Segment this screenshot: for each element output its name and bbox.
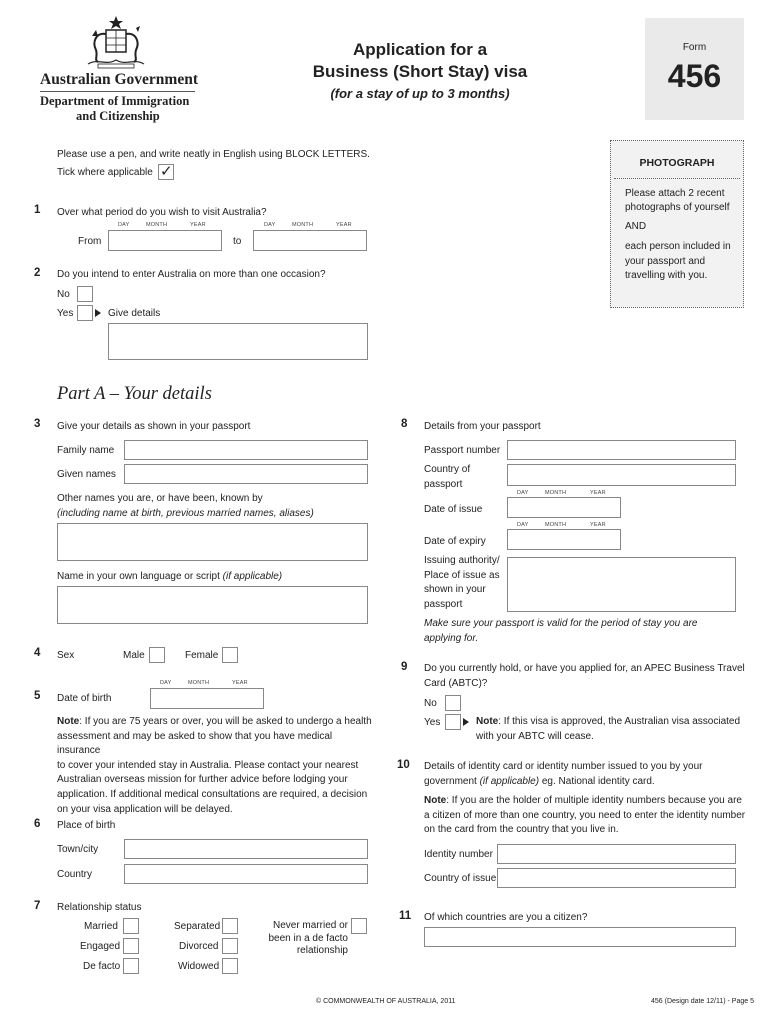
female-label: Female (185, 650, 219, 661)
header-divider (40, 91, 195, 92)
date-of-expiry-label: Date of expiry (424, 536, 486, 547)
issuing-authority-field[interactable] (507, 557, 736, 612)
male-label: Male (123, 650, 145, 661)
form-number: 456 (667, 58, 722, 94)
country-of-birth-field[interactable] (124, 864, 368, 884)
abtc-note: Note: If this visa is approved, the Australian visa associated with your ABTC will cease. (476, 716, 741, 742)
widowed-label: Widowed (178, 961, 220, 972)
photo-and: AND (625, 221, 647, 232)
note-label: Note (57, 716, 80, 727)
date-sub-month: MONTH (292, 222, 314, 228)
date-sub-month: MONTH (545, 490, 567, 496)
question-number-11: 11 (399, 910, 412, 922)
date-sub-year: YEAR (190, 222, 206, 228)
own-language-note: (if applicable) (222, 571, 283, 582)
passport-number-label: Passport number (424, 445, 501, 456)
date-sub-year: YEAR (590, 490, 606, 496)
question-number-5: 5 (34, 690, 41, 702)
issuing-authority-label: Issuing authority/ Place of issue as shown in your passport (424, 555, 500, 610)
question-number-9: 9 (401, 661, 408, 673)
part-a-heading: Part A – Your details (57, 384, 212, 404)
date-sub-day: DAY (160, 680, 172, 686)
female-checkbox[interactable] (222, 647, 238, 663)
note-label: Note (476, 716, 499, 727)
town-city-field[interactable] (124, 839, 368, 859)
question-number-1: 1 (34, 204, 41, 216)
date-of-issue-field[interactable] (507, 497, 621, 518)
date-sub-day: DAY (264, 222, 276, 228)
department-line1: Department of Immigration (40, 94, 190, 108)
identity-card-note: Note: If you are the holder of multiple identity numbers because you are a citizen of more than one country, you need to enter the identity number on the card from the country that you live in. (424, 795, 746, 836)
given-names-label: Given names (57, 469, 116, 480)
form-label: Form (682, 42, 707, 53)
date-of-birth-field[interactable] (150, 688, 264, 709)
other-names-field[interactable] (57, 523, 368, 561)
family-name-label: Family name (57, 445, 115, 456)
own-language-field[interactable] (57, 586, 368, 624)
male-checkbox[interactable] (149, 647, 165, 663)
country-of-passport-label: Country of passport (424, 464, 471, 490)
q2-no-label: No (57, 289, 70, 300)
identity-number-label: Identity number (424, 849, 493, 860)
engaged-checkbox[interactable] (123, 938, 139, 954)
date-of-birth-label: Date of birth (57, 693, 112, 704)
photo-instruction-1: Please attach 2 recent (625, 188, 725, 199)
sex-label: Sex (57, 650, 75, 661)
q2-no-checkbox[interactable] (77, 286, 93, 302)
health-note-line2: assessment and may be asked to show that you have medical insurance (57, 730, 333, 757)
abtc-no-label: No (424, 698, 437, 709)
q3-text: Give your details as shown in your passport (57, 421, 251, 432)
q2-give-details-label: Give details (108, 308, 161, 319)
date-sub-day: DAY (517, 522, 529, 528)
date-of-issue-label: Date of issue (424, 504, 483, 515)
form-title-line2: Business (Short Stay) visa (312, 62, 528, 81)
country-of-birth-label: Country (57, 869, 93, 880)
department-line2: and Citizenship (76, 109, 160, 123)
passport-number-field[interactable] (507, 440, 736, 460)
tick-instruction: Tick where applicable (57, 167, 153, 178)
country-of-passport-field[interactable] (507, 464, 736, 486)
engaged-label: Engaged (80, 941, 121, 952)
q1-text: Over what period do you wish to visit Australia? (57, 207, 267, 218)
photo-instruction-5: travelling with you. (625, 270, 708, 281)
question-number-6: 6 (34, 818, 41, 830)
question-number-2: 2 (34, 267, 41, 279)
never-married-label: Never married or been in a de facto relationship (268, 920, 348, 956)
question-number-10: 10 (397, 759, 410, 771)
photograph-divider (614, 178, 740, 179)
town-city-label: Town/city (57, 844, 99, 855)
to-date-field[interactable] (253, 230, 367, 251)
date-sub-year: YEAR (232, 680, 248, 686)
de-facto-checkbox[interactable] (123, 958, 139, 974)
arrow-right-icon (95, 309, 101, 317)
form-title-line1: Application for a (352, 40, 488, 59)
passport-details-label: Details from your passport (424, 421, 541, 432)
married-label: Married (84, 921, 118, 932)
country-of-issue-field[interactable] (497, 868, 736, 888)
q2-details-field[interactable] (108, 323, 368, 360)
separated-label: Separated (174, 921, 221, 932)
health-note (57, 715, 377, 817)
health-note-line1: Note: If you are 75 years or over, you will be asked to undergo a health (57, 716, 372, 727)
government-name: Australian Government (40, 71, 199, 88)
place-of-birth-label: Place of birth (57, 820, 116, 831)
q2-yes-checkbox[interactable] (77, 305, 93, 321)
photograph-heading: PHOTOGRAPH (639, 157, 715, 169)
question-number-8: 8 (401, 418, 408, 430)
question-number-3: 3 (34, 418, 41, 430)
identity-card-question: Details of identity card or identity number issued to you by your government (if applicable) eg. National identity card. (424, 761, 703, 787)
arrow-right-icon (463, 718, 469, 726)
abtc-question: Do you currently hold, or have you applied for, an APEC Business Travel Card (ABTC)? (424, 663, 745, 689)
date-of-expiry-field[interactable] (507, 529, 621, 550)
health-note-line5: application. If additional medical consultations are required, a decision (57, 788, 368, 800)
date-sub-day: DAY (517, 490, 529, 496)
date-sub-month: MONTH (545, 522, 567, 528)
separated-checkbox[interactable] (222, 918, 238, 934)
identity-number-field[interactable] (497, 844, 736, 864)
divorced-checkbox[interactable] (222, 938, 238, 954)
photo-instruction-3: each person included in (625, 241, 731, 252)
relationship-status-label: Relationship status (57, 902, 142, 913)
note-label: Note (424, 795, 447, 806)
instruction-text: Please use a pen, and write neatly in English using BLOCK LETTERS. (57, 149, 370, 160)
to-label: to (233, 236, 242, 247)
health-note-line4: Australian overseas mission for further advice before lodging your (57, 774, 348, 786)
question-number-7: 7 (34, 900, 41, 912)
date-sub-year: YEAR (590, 522, 606, 528)
health-note-line3: to cover your intended stay in Australia. Please contact your nearest (57, 759, 359, 771)
question-number-4: 4 (34, 647, 41, 659)
from-date-field[interactable] (108, 230, 222, 251)
date-sub-month: MONTH (146, 222, 168, 228)
family-name-field[interactable] (124, 440, 368, 460)
page-number: 456 (Design date 12/11) - Page 5 (651, 998, 754, 1005)
date-sub-year: YEAR (336, 222, 352, 228)
tick-mark-icon: ✓ (160, 162, 173, 180)
never-married-checkbox[interactable] (351, 918, 367, 934)
own-language-label (57, 570, 282, 584)
from-label: From (78, 236, 102, 247)
citizenship-field[interactable] (424, 927, 736, 947)
other-names-label: Other names you are, or have been, known by (57, 493, 263, 504)
own-language-text: Name in your own language or script (57, 571, 220, 582)
form-subtitle: (for a stay of up to 3 months) (330, 86, 510, 101)
citizenship-question: Of which countries are you a citizen? (424, 912, 588, 923)
divorced-label: Divorced (179, 941, 219, 952)
photo-instruction-2: photographs of yourself (625, 202, 730, 213)
coat-of-arms-icon (84, 14, 148, 70)
abtc-yes-label: Yes (424, 717, 441, 728)
given-names-field[interactable] (124, 464, 368, 484)
country-of-issue-label: Country of issue (424, 873, 497, 884)
date-sub-day: DAY (118, 222, 130, 228)
passport-validity-note: Make sure your passport is valid for the period of stay you are applying for. (424, 618, 698, 644)
married-checkbox[interactable] (123, 918, 139, 934)
q2-yes-label: Yes (57, 308, 74, 319)
copyright-text: © COMMONWEALTH OF AUSTRALIA, 2011 (316, 998, 456, 1005)
widowed-checkbox[interactable] (222, 958, 238, 974)
photo-instruction-4: your passport and (625, 256, 706, 267)
other-names-note: (including name at birth, previous married names, aliases) (57, 508, 314, 519)
abtc-no-checkbox[interactable] (445, 695, 461, 711)
abtc-yes-checkbox[interactable] (445, 714, 461, 730)
q2-text: Do you intend to enter Australia on more than one occasion? (57, 269, 326, 280)
health-note-line6: on your visa application will be delayed. (57, 803, 233, 815)
date-sub-month: MONTH (188, 680, 210, 686)
de-facto-label: De facto (83, 961, 121, 972)
